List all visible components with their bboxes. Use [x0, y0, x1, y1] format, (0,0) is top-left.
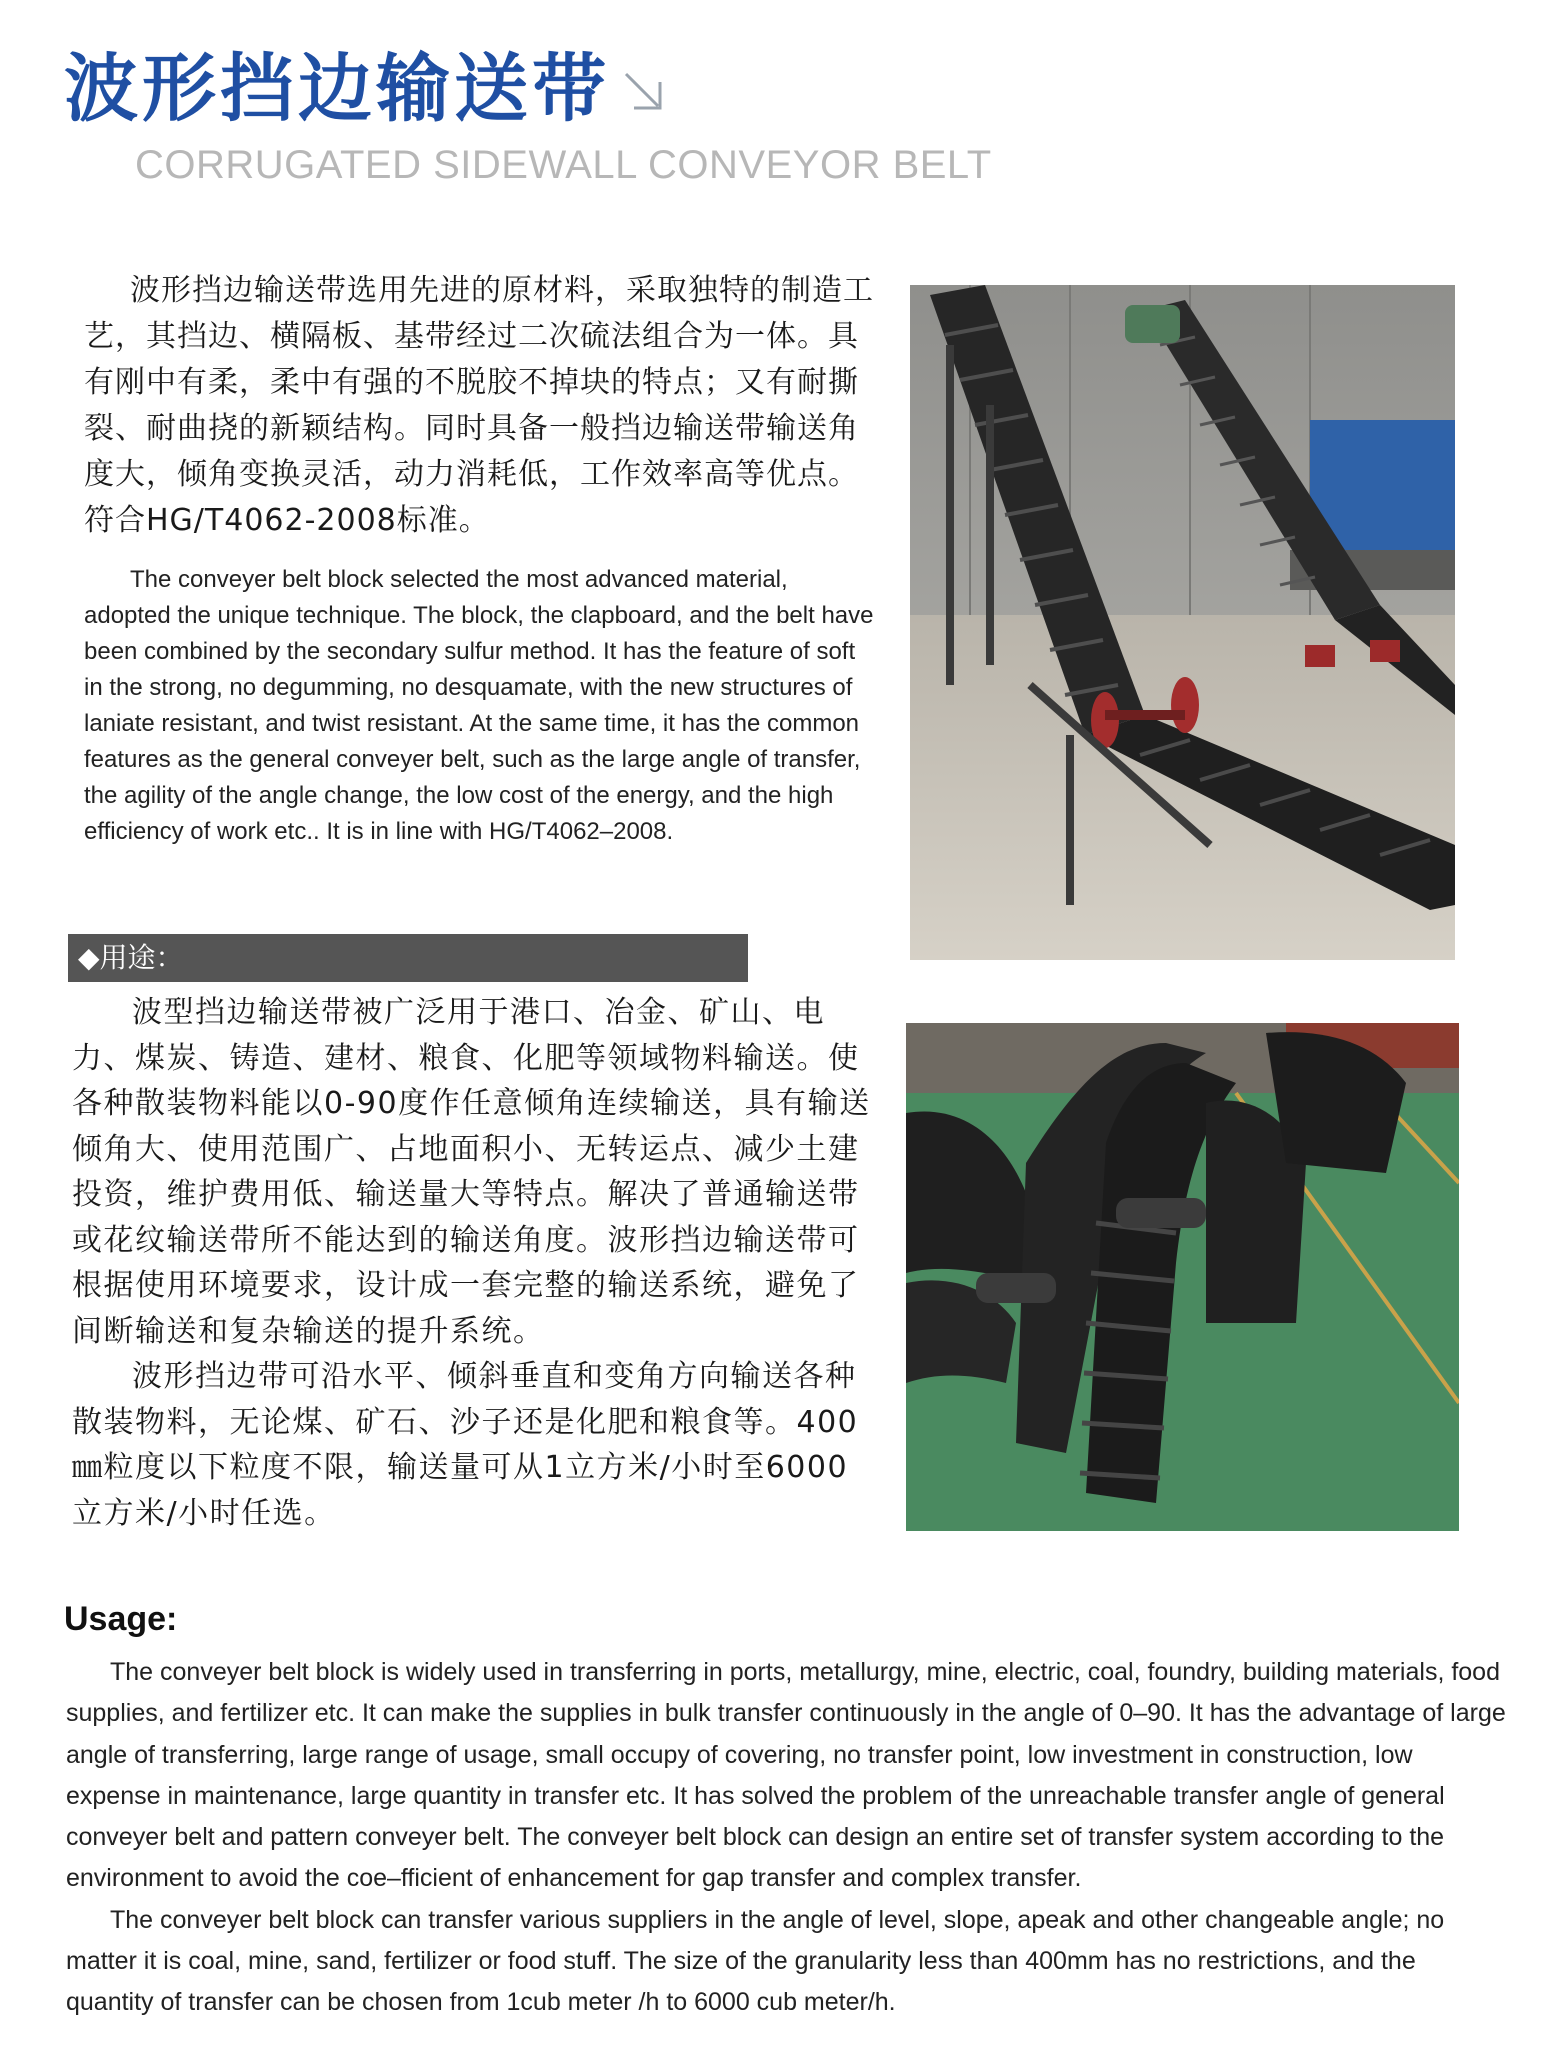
- usage-cn-paragraph-1: 波型挡边输送带被广泛用于港口、冶金、矿山、电力、煤炭、铸造、建材、粮食、化肥等领域物料输送。使各种散装物料能以0-90度作任意倾角连续输送，具有输送倾角大、使用范围广、占地面积小、无转运点、减少土建投资，维护费用低、输送量大等特点。解决了普通输送带或花纹输送带所不能达到的输送角度。波形挡边输送带可根据使用环境要求，设计成一套完整的输送系统，避免了间断输送和复杂输送的提升系统。: [72, 995, 871, 1349]
- usage-en-paragraph-1: The conveyer belt block is widely used in transferring in ports, metallurgy, mine, electric, coal, foundry, building materials, food supplies, and fertilizer etc. It can make the supplies in bulk transfer continuously in the angle of 0–90. It has the advantage of large angle of transferring, large range of usage, small occupy of covering, no transfer point, low investment in construction, low expense in maintenance, large quantity in transfer etc. It has solved the problem of the unreachable transfer angle of general conveyer belt and pattern conveyer belt. The conveyer belt block can design an entire set of transfer system according to the environment to avoid the coe–fficient of enhancement for gap transfer and complex transfer.: [66, 1658, 1506, 1893]
- conveyor-photo-warehouse: [906, 1023, 1459, 1531]
- title-cn: 波形挡边输送带: [64, 46, 610, 132]
- usage-heading: Usage:: [64, 1600, 178, 1638]
- intro-en: [84, 562, 874, 850]
- intro-cn-text: 波形挡边输送带选用先进的原材料，采取独特的制造工艺，其挡边、横隔板、基带经过二次硫法组合为一体。具有刚中有柔，柔中有强的不脱胶不掉块的特点；又有耐撕裂、耐曲挠的新颖结构。同时具备一般挡边输送带输送角度大，倾角变换灵活，动力消耗低，工作效率高等优点。符合HG/T4062-2008标准。: [84, 273, 874, 538]
- usage-en: [66, 1652, 1506, 2024]
- usage-cn: [72, 990, 872, 1536]
- usage-cn-paragraph-2: 波形挡边带可沿水平、倾斜垂直和变角方向输送各种散装物料，无论煤、矿石、沙子还是化肥和粮食等。400㎜粒度以下粒度不限，输送量可从1立方米/小时至6000立方米/小时任选。: [72, 1359, 859, 1531]
- intro-en-text: The conveyer belt block selected the most advanced material, adopted the unique technique. The block, the clapboard, and the belt have been combined by the secondary sulfur method. It has the feature of soft in the strong, no degumming, no desquamate, with the new structures of laniate resistant, and twist resistant. At the same time, it has the common features as the general conveyer belt, such as the large angle of transfer, the agility of the angle change, the low cost of the energy, and the high efficiency of work etc.. It is in line with HG/T4062–2008.: [84, 566, 874, 845]
- title-en: CORRUGATED SIDEWALL CONVEYOR BELT: [135, 143, 992, 187]
- usage-section-bar: ◆用途：: [68, 934, 748, 982]
- arrow-down-right-icon: [620, 68, 666, 114]
- intro-cn: [84, 268, 874, 544]
- conveyor-photo-factory: [910, 285, 1455, 960]
- usage-en-paragraph-2: The conveyer belt block can transfer various suppliers in the angle of level, slope, apeak and other changeable angle; no matter it is coal, mine, sand, fertilizer or food stuff. The size of the granularity less than 400mm has no restrictions, and the quantity of transfer can be chosen from 1cub meter /h to 6000 cub meter/h.: [66, 1905, 1445, 2017]
